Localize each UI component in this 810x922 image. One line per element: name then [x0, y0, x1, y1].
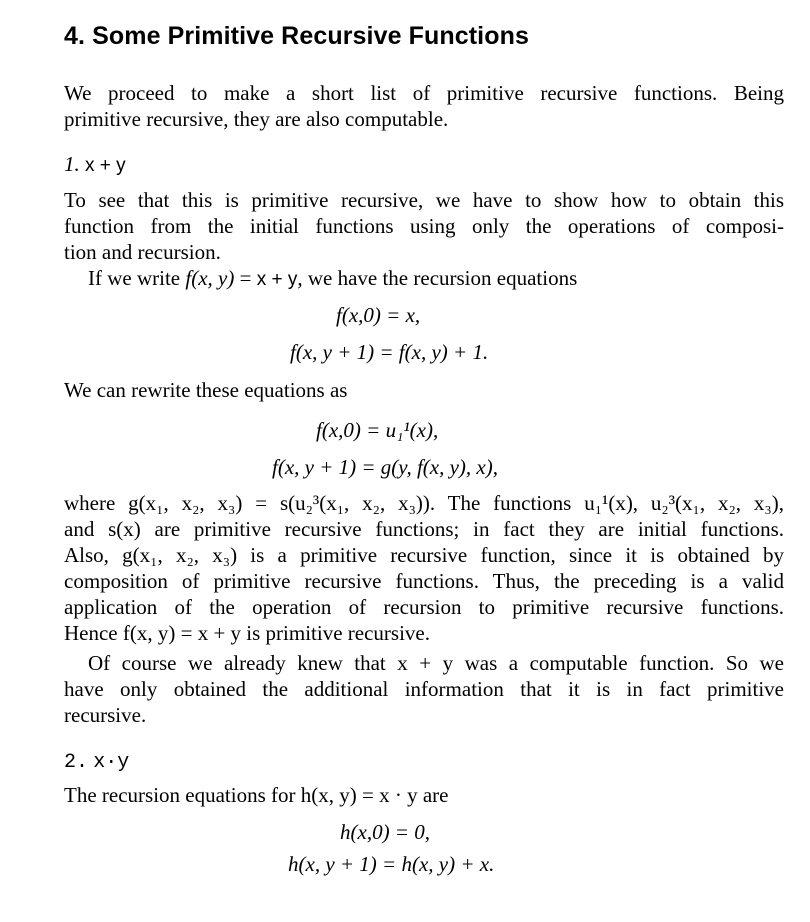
paragraph-line: have only obtained the additional information that it is in fact primitive — [64, 677, 784, 701]
text-fragment: If we write — [88, 266, 186, 290]
section1-paragraph-4 — [64, 650, 784, 728]
paragraph-line: application of the operation of recursion to primitive recursive functions. — [64, 595, 784, 619]
equation-text: h(x, y + 1) = h(x, y) + x. — [288, 852, 495, 876]
subsection-expression: x·y — [93, 751, 130, 774]
paragraph-line: Of course we already knew that x + y was a computable function. So we — [88, 651, 784, 675]
paragraph-line: We can rewrite these equations as — [64, 378, 348, 402]
section1-paragraph-3 — [64, 490, 784, 646]
section1-paragraph-2 — [64, 265, 784, 293]
equation-3 — [316, 418, 438, 443]
section1-paragraph-1 — [64, 187, 784, 265]
equation-4 — [272, 455, 498, 480]
equation-text: f(x, y + 1) = f(x, y) + 1. — [290, 340, 489, 364]
equation-5 — [340, 820, 430, 845]
section-heading: 4. Some Primitive Recursive Functions — [64, 22, 529, 50]
equation-6 — [288, 852, 494, 877]
text-fragment: = — [234, 266, 257, 290]
paragraph-line: where g(x₁, x₂, x₃) = s(u₂³(x₁, x₂, x₃)). The functions u₁¹(x), u₂³(x₁, x₂, x₃), — [64, 491, 784, 515]
paragraph-line: and s(x) are primitive recursive functions; in fact they are initial functions. — [64, 517, 784, 541]
paragraph-line: tion and recursion. — [64, 240, 221, 264]
intro-paragraph — [64, 80, 784, 132]
paragraph-line: Hence f(x, y) = x + y is primitive recursive. — [64, 621, 430, 645]
math-fxy: f(x, y) — [185, 266, 235, 290]
section2-intro — [64, 782, 784, 808]
subsection-1-title — [64, 152, 126, 177]
equation-text: h(x,0) = 0, — [340, 820, 430, 844]
paragraph-line: The recursion equations for h(x, y) = x · y are — [64, 783, 449, 807]
equation-text: f(x, y + 1) = g(y, f(x, y), x), — [272, 455, 498, 479]
equation-2 — [290, 340, 488, 365]
paragraph-line: function from the initial functions using only the operations of composi- — [64, 214, 784, 238]
subsection-expression: x + y — [85, 155, 126, 176]
paragraph-line: recursive. — [64, 703, 147, 727]
text-fragment: , we have the recursion equations — [297, 266, 578, 290]
paragraph-line: Also, g(x₁, x₂, x₃) is a primitive recursive function, since it is obtained by — [64, 543, 784, 567]
intro-line: primitive recursive, they are also computable. — [64, 107, 449, 131]
subsection-2-title — [64, 748, 129, 774]
intro-line: We proceed to make a short list of primitive recursive functions. Being — [64, 81, 784, 105]
equation-text: f(x,0) = u₁¹(x), — [316, 418, 439, 442]
equation-text: f(x,0) = x, — [336, 303, 421, 327]
paragraph-line — [64, 265, 784, 293]
equation-1 — [336, 303, 420, 328]
subsection-number: 1. — [64, 152, 80, 176]
paragraph-line: composition of primitive recursive functions. Thus, the preceding is a valid — [64, 569, 784, 593]
math-x-plus-y: x + y — [256, 269, 298, 290]
rewrite-intro — [64, 377, 784, 403]
paragraph-line: To see that this is primitive recursive, we have to show how to obtain this — [64, 188, 784, 212]
subsection-number: 2. — [64, 751, 89, 774]
